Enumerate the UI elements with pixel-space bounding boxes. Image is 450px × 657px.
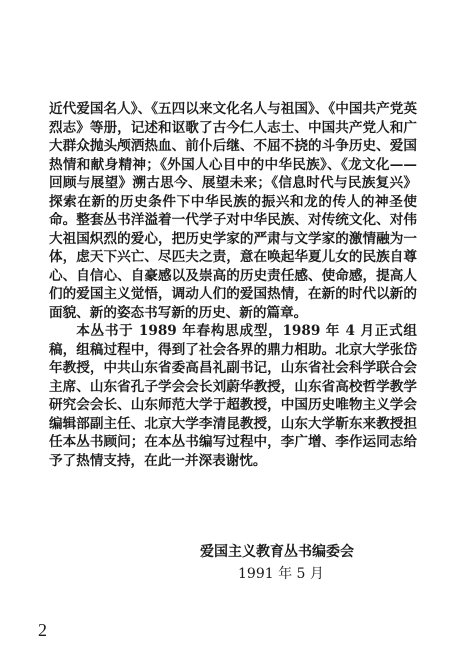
paragraph-acknowledgement: 本丛书于 1989 年春构思成型，1989 年 4 月正式组稿，组稿过程中，得到了社会各界的鼎力相助。北京大学张岱年教授，中共山东省委高昌礼副书记，山东省社会科学联合会主席、山东省孔子学会会长刘蔚华教授，山东省高校哲学教学研究会会长、山东师范大学于超教授，中国历史唯物主义学会编辑部副主任、北京大学李清昆教授，山东大学靳东来教授担任本丛书顾问；在本丛书编写过程中，李广增、李作运同志给予了热情支持，在此一并深表谢忱。 (49, 323, 417, 469)
paragraph-continuation: 近代爱国名人》、《五四以来文化名人与祖国》、《中国共产党英烈志》等册，记述和讴歌了古今仁人志士、中国共产党人和广大群众抛头颅洒热血、前仆后继、不屈不挠的斗争历史、爱国热情和献身精神；《外国人心目中的中华民族》、《龙文化——回顾与展望》溯古思今、展望未来；《信息时代与民族复兴》探索在新的历史条件下中华民族的振兴和龙的传人的神圣使命。整套丛书洋溢着一代学子对中华民族、对传统文化、对伟大祖国炽烈的爱心，把历史学家的严肃与文学家的激情融为一体，虑天下兴亡、尽匹夫之责，意在唤起华夏儿女的民族自尊心、自信心、自豪感以及崇高的历史责任感、使命感，提高人们的爱国主义觉悟，调动人们的爱国热情，在新的时代以新的面貌、新的姿态书写新的历史、新的篇章。 (49, 101, 417, 321)
body-text (49, 100, 417, 470)
signature-date: 1991 年 5 月 (238, 566, 324, 582)
signature-block (200, 541, 354, 585)
page-number: 2 (38, 620, 47, 640)
signature-organization: 爱国主义教育丛书编委会 (200, 544, 354, 560)
